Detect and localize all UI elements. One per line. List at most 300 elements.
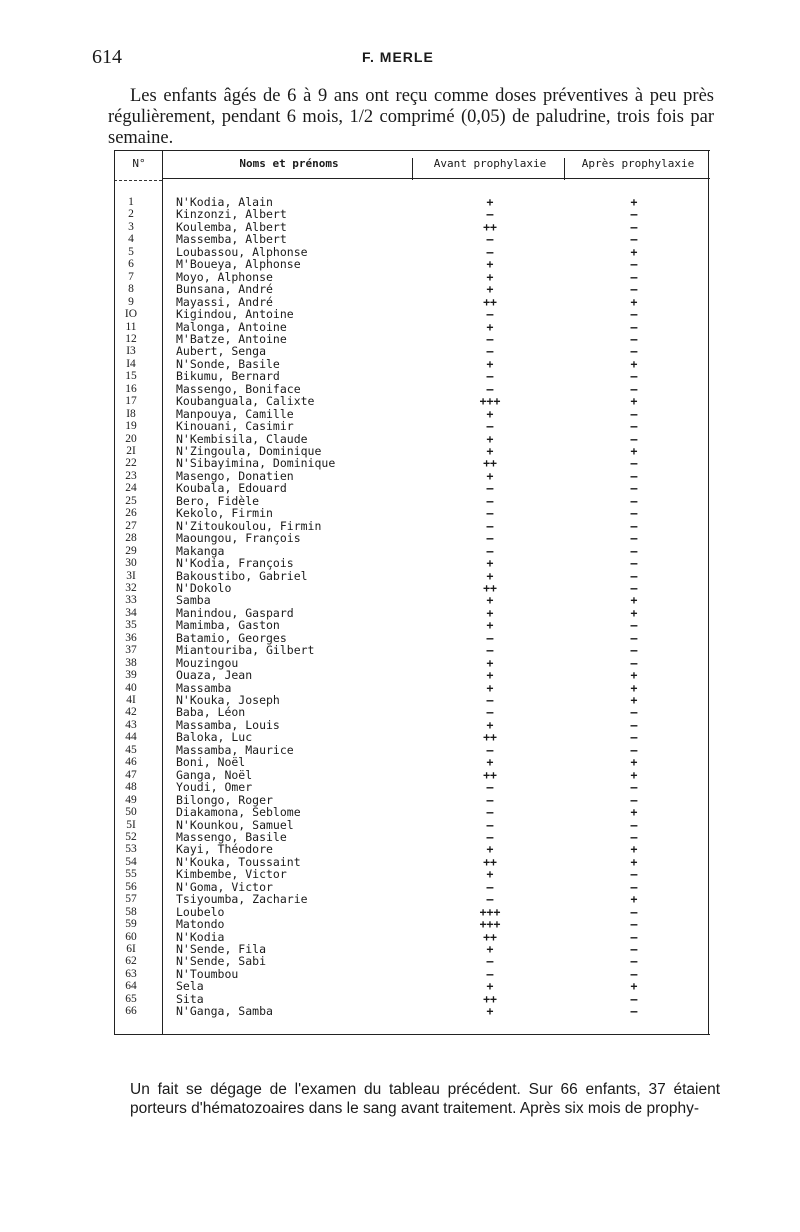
row-avant: – [486, 493, 494, 508]
row-name: Samba [176, 593, 211, 608]
row-apres: – [630, 867, 638, 882]
row-name: Ouaza, Jean [176, 668, 253, 683]
table-row [114, 308, 710, 320]
row-number: 54 [125, 855, 137, 868]
table-row [114, 1005, 710, 1017]
row-name: N'Kounkou, Samuel [176, 817, 294, 832]
row-name: Makanga [176, 543, 225, 558]
row-name: Malonga, Antoine [176, 319, 287, 334]
row-avant: – [486, 643, 494, 658]
row-number: I3 [126, 345, 136, 358]
row-name: Bikumu, Bernard [176, 369, 280, 384]
col-header-num: N° [132, 157, 146, 170]
row-avant: ++ [483, 991, 497, 1006]
row-avant: – [486, 331, 494, 346]
row-number: 64 [125, 980, 137, 993]
row-apres: – [630, 730, 638, 745]
row-avant: + [486, 717, 494, 732]
row-avant: – [486, 829, 494, 844]
row-number: 47 [125, 768, 137, 781]
row-number: 17 [125, 395, 137, 408]
row-apres: – [630, 742, 638, 757]
table-row [114, 258, 710, 270]
table-row [114, 208, 710, 220]
row-apres: – [630, 630, 638, 645]
row-number: 44 [125, 731, 137, 744]
row-number: 49 [125, 793, 137, 806]
table-row [114, 594, 710, 606]
row-apres: + [630, 842, 638, 857]
row-number: 35 [125, 619, 137, 632]
row-number: 2 [128, 208, 134, 221]
row-apres: – [630, 568, 638, 583]
row-avant: – [486, 879, 494, 894]
row-avant: – [486, 792, 494, 807]
row-avant: ++ [483, 294, 497, 309]
row-number: 20 [125, 432, 137, 445]
row-avant: – [486, 244, 494, 259]
row-apres: – [630, 618, 638, 633]
row-apres: – [630, 419, 638, 434]
row-avant: + [486, 867, 494, 882]
row-number: IO [124, 308, 138, 321]
row-apres: + [630, 668, 638, 683]
row-number: 38 [125, 656, 137, 669]
row-number: 6 [128, 258, 134, 271]
table-row [114, 395, 710, 407]
row-avant: – [486, 207, 494, 222]
row-number: 23 [125, 469, 137, 482]
row-name: Kigindou, Antoine [176, 307, 294, 322]
row-number: 6I [126, 943, 136, 955]
table-row [114, 806, 710, 818]
row-avant: + [486, 444, 494, 458]
row-name: Massengo, Boniface [176, 381, 301, 396]
row-apres: – [630, 954, 638, 969]
row-number: 62 [125, 955, 137, 968]
row-name: N'Sende, Sabi [176, 954, 267, 969]
col-header-apres: Après prophylaxie [581, 157, 695, 170]
row-apres: – [630, 917, 638, 932]
row-name: Youdi, Omer [176, 780, 253, 795]
row-apres: – [630, 331, 638, 346]
row-avant: + [486, 755, 494, 770]
row-number: I8 [126, 407, 136, 420]
row-number: 4I [126, 694, 136, 706]
row-name: Bakoustibo, Gabriel [176, 568, 308, 583]
row-number: 1 [128, 196, 134, 208]
row-number: 12 [125, 332, 137, 345]
row-number: 25 [125, 494, 137, 507]
table-row [114, 482, 710, 494]
table-row [114, 420, 710, 432]
row-name: Baloka, Luc [176, 730, 253, 745]
row-number: 66 [125, 1005, 137, 1018]
row-apres: – [630, 991, 638, 1006]
row-name: Sita [176, 991, 204, 1006]
row-number: 34 [125, 606, 137, 619]
row-avant: – [486, 966, 494, 981]
row-avant: – [486, 817, 494, 832]
row-avant: + [486, 842, 494, 857]
row-number: 30 [125, 557, 137, 570]
table-row [114, 507, 710, 519]
row-name: N'Dokolo [176, 580, 232, 595]
row-apres: + [630, 394, 638, 409]
table-num-dash [114, 180, 162, 181]
table-row [114, 781, 710, 793]
row-name: N'Sibayimina, Dominique [176, 456, 336, 471]
row-number: 7 [128, 270, 134, 283]
row-avant: ++ [483, 767, 497, 782]
row-number: 40 [125, 681, 137, 694]
row-apres: – [630, 456, 638, 471]
row-apres: – [630, 468, 638, 483]
row-name: N'Kembisila, Claude [176, 431, 308, 446]
row-name: Koubanguala, Calixte [176, 394, 315, 409]
row-name: Miantouriba, Gilbert [176, 643, 315, 658]
row-name: Baba, Léon [176, 705, 246, 720]
row-name: Bero, Fidèle [176, 493, 260, 508]
row-name: N'Zitoukoulou, Firmin [176, 518, 322, 533]
row-avant: ++ [483, 580, 497, 595]
row-apres: – [630, 518, 638, 533]
table-header-rule [162, 178, 710, 179]
row-apres: + [630, 356, 638, 371]
row-avant: +++ [479, 904, 501, 919]
row-apres: – [630, 531, 638, 546]
intro-paragraph: Les enfants âgés de 6 à 9 ans ont reçu comme doses préventives à peu près régulièrement, pendant 6 mois, 1/2 comprimé (0,05) de paludrine, trois fois par semaine. [108, 86, 714, 148]
table-row [114, 918, 710, 930]
row-name: M'Batze, Antoine [176, 331, 287, 346]
row-apres: + [630, 979, 638, 994]
row-apres: – [630, 269, 638, 284]
row-avant: ++ [483, 219, 497, 234]
row-number: 3 [128, 220, 134, 233]
row-number: 8 [128, 283, 134, 296]
row-apres: – [630, 219, 638, 234]
row-number: 37 [125, 644, 137, 657]
table-row [114, 955, 710, 967]
row-number: 65 [125, 992, 137, 1005]
row-apres: + [630, 854, 638, 869]
row-apres: + [630, 244, 638, 259]
row-apres: – [630, 406, 638, 421]
row-avant: – [486, 805, 494, 820]
row-avant: – [486, 381, 494, 396]
row-apres: – [630, 257, 638, 272]
table-col-sep-3 [564, 158, 565, 180]
row-apres: – [630, 207, 638, 222]
row-apres: + [630, 444, 638, 458]
row-number: 11 [125, 320, 137, 333]
row-name: Kinzonzi, Albert [176, 207, 287, 222]
row-number: 28 [125, 532, 137, 545]
row-apres: – [630, 431, 638, 446]
row-avant: – [486, 780, 494, 795]
row-avant: + [486, 655, 494, 670]
row-number: 22 [125, 457, 137, 470]
row-name: Sela [176, 979, 204, 994]
row-name: Massamba [176, 680, 232, 695]
page-number: 614 [92, 46, 122, 68]
row-avant: – [486, 954, 494, 969]
row-name: N'Ganga, Samba [176, 1004, 273, 1019]
row-name: Bunsana, André [176, 282, 273, 297]
row-name: Kinouani, Casimir [176, 419, 294, 434]
row-apres: – [630, 319, 638, 334]
row-name: Matondo [176, 917, 225, 932]
row-apres: – [630, 904, 638, 919]
row-avant: + [486, 1004, 494, 1019]
row-avant: – [486, 369, 494, 384]
row-number: 16 [125, 382, 137, 395]
row-number: I4 [126, 357, 136, 370]
row-number: 56 [125, 880, 137, 893]
row-avant: + [486, 195, 494, 209]
table-row [114, 457, 710, 469]
row-number: 48 [125, 781, 137, 794]
table-row [114, 893, 710, 905]
col-header-avant: Avant prophylaxie [433, 157, 547, 170]
results-table [114, 150, 710, 1034]
row-number: 33 [125, 594, 137, 607]
row-name: N'Toumbou [176, 966, 239, 981]
row-name: N'Sonde, Basile [176, 356, 280, 371]
row-number: 42 [125, 706, 137, 719]
row-apres: – [630, 307, 638, 322]
row-name: Diakamona, Seblome [176, 805, 301, 820]
row-avant: – [486, 705, 494, 720]
row-number: 43 [125, 718, 137, 731]
row-name: Kekolo, Firmin [176, 506, 273, 521]
row-name: N'Kouka, Toussaint [176, 854, 301, 869]
row-name: Massengo, Basile [176, 829, 287, 844]
row-apres: – [630, 506, 638, 521]
row-number: 50 [125, 806, 137, 819]
row-number: 36 [125, 631, 137, 644]
row-number: 45 [125, 743, 137, 756]
row-avant: ++ [483, 730, 497, 745]
row-number: 5 [128, 245, 134, 258]
row-name: Loubassou, Alphonse [176, 244, 308, 259]
row-avant: – [486, 481, 494, 496]
row-number: 57 [125, 893, 137, 906]
row-avant: + [486, 680, 494, 695]
row-avant: + [486, 468, 494, 483]
row-apres: + [630, 294, 638, 309]
row-name: Tsiyoumba, Zacharie [176, 892, 308, 907]
row-name: Koulemba, Albert [176, 219, 287, 234]
row-apres: – [630, 381, 638, 396]
row-name: Koubala, Edouard [176, 481, 287, 496]
row-avant: + [486, 282, 494, 297]
row-name: Massamba, Maurice [176, 742, 294, 757]
row-avant: + [486, 269, 494, 284]
table-top-rule [114, 150, 710, 151]
row-apres: + [630, 680, 638, 695]
row-avant: + [486, 593, 494, 608]
row-number: 58 [125, 905, 137, 918]
row-number: 9 [128, 295, 134, 308]
table-row [114, 756, 710, 768]
row-avant: + [486, 431, 494, 446]
row-number: 27 [125, 519, 137, 532]
row-avant: – [486, 307, 494, 322]
row-avant: – [486, 419, 494, 434]
table-row [114, 868, 710, 880]
row-apres: + [630, 195, 638, 209]
table-bottom-rule [114, 1034, 710, 1035]
row-name: Aubert, Senga [176, 344, 267, 359]
row-name: Loubelo [176, 904, 225, 919]
row-avant: ++ [483, 456, 497, 471]
row-apres: – [630, 929, 638, 944]
row-apres: + [630, 767, 638, 782]
row-name: Maoungou, François [176, 531, 301, 546]
table-row [114, 370, 710, 382]
table-row [114, 644, 710, 656]
row-apres: – [630, 717, 638, 732]
row-number: 32 [125, 581, 137, 594]
row-name: N'Kodia, François [176, 556, 294, 571]
row-name: Kayi, Théodore [176, 842, 273, 857]
row-apres: + [630, 755, 638, 770]
row-avant: + [486, 618, 494, 633]
row-apres: – [630, 344, 638, 359]
row-avant: +++ [479, 917, 501, 932]
row-apres: – [630, 705, 638, 720]
table-row [114, 283, 710, 295]
row-number: 2I [126, 445, 136, 457]
table-row [114, 843, 710, 855]
row-avant: – [486, 232, 494, 247]
row-avant: – [486, 543, 494, 558]
row-number: 29 [125, 544, 137, 557]
row-number: 4 [128, 233, 134, 246]
row-apres: – [630, 543, 638, 558]
row-number: 53 [125, 843, 137, 856]
row-avant: + [486, 605, 494, 620]
running-head: F. MERLE [362, 49, 434, 65]
row-name: Masengo, Donatien [176, 468, 294, 483]
row-avant: + [486, 942, 494, 956]
row-avant: + [486, 356, 494, 371]
row-name: Manpouya, Camille [176, 406, 294, 421]
row-name: Boni, Noël [176, 755, 246, 770]
row-number: 26 [125, 507, 137, 520]
row-name: Massemba, Albert [176, 232, 287, 247]
row-avant: + [486, 556, 494, 571]
row-apres: – [630, 493, 638, 508]
row-avant: + [486, 668, 494, 683]
row-number: 52 [125, 830, 137, 843]
row-apres: – [630, 556, 638, 571]
row-name: Massamba, Louis [176, 717, 280, 732]
row-avant: +++ [479, 394, 501, 409]
row-name: N'Zingoula, Dominique [176, 444, 322, 458]
row-apres: – [630, 655, 638, 670]
row-name: Ganga, Noël [176, 767, 253, 782]
row-apres: – [630, 369, 638, 384]
row-name: Moyo, Alphonse [176, 269, 273, 284]
row-number: 5I [126, 818, 136, 831]
row-name: Mayassi, André [176, 294, 273, 309]
row-name: N'Kodia, Alain [176, 195, 273, 209]
row-apres: + [630, 892, 638, 907]
row-avant: + [486, 406, 494, 421]
row-apres: + [630, 593, 638, 608]
row-apres: – [630, 780, 638, 795]
row-name: Mouzingou [176, 655, 239, 670]
table-row [114, 233, 710, 245]
row-number: 24 [125, 482, 137, 495]
row-avant: ++ [483, 854, 497, 869]
row-number: 60 [125, 930, 137, 943]
row-avant: – [486, 892, 494, 907]
row-apres: – [630, 282, 638, 297]
table-row [114, 619, 710, 631]
row-apres: – [630, 879, 638, 894]
table-col-sep-2 [412, 158, 413, 180]
table-row [114, 706, 710, 718]
row-apres: – [630, 966, 638, 981]
table-row [114, 980, 710, 992]
row-name: Mamimba, Gaston [176, 618, 280, 633]
table-row [114, 532, 710, 544]
table-row [114, 345, 710, 357]
row-avant: – [486, 630, 494, 645]
row-number: 15 [125, 370, 137, 383]
row-apres: – [630, 792, 638, 807]
row-apres: – [630, 232, 638, 247]
row-apres: – [630, 580, 638, 595]
row-apres: – [630, 942, 638, 956]
row-number: 63 [125, 967, 137, 980]
col-header-name: Noms et prénoms [239, 157, 339, 170]
row-name: Batamio, Georges [176, 630, 287, 645]
row-avant: – [486, 531, 494, 546]
row-avant: ++ [483, 929, 497, 944]
row-avant: – [486, 693, 494, 707]
row-name: N'Sende, Fila [176, 942, 267, 956]
row-avant: – [486, 742, 494, 757]
table-row [114, 669, 710, 681]
row-avant: + [486, 568, 494, 583]
row-apres: + [630, 805, 638, 820]
row-apres: – [630, 481, 638, 496]
row-number: 39 [125, 669, 137, 682]
row-name: N'Goma, Victor [176, 879, 273, 894]
row-apres: + [630, 693, 638, 707]
row-number: 3I [126, 569, 136, 582]
row-number: 55 [125, 868, 137, 881]
row-avant: – [486, 506, 494, 521]
table-row [114, 557, 710, 569]
row-name: N'Kouka, Joseph [176, 693, 280, 707]
row-avant: – [486, 518, 494, 533]
row-name: N'Kodia [176, 929, 225, 944]
outro-paragraph: Un fait se dégage de l'examen du tableau précédent. Sur 66 enfants, 37 étaient porteurs d'hématozoaires dans le sang avant traitement. Après six mois de prophy- [130, 1081, 720, 1117]
row-number: 46 [125, 756, 137, 769]
row-avant: + [486, 319, 494, 334]
row-avant: + [486, 257, 494, 272]
row-number: 59 [125, 918, 137, 931]
row-avant: + [486, 979, 494, 994]
row-apres: – [630, 643, 638, 658]
row-apres: – [630, 1004, 638, 1019]
row-apres: + [630, 605, 638, 620]
